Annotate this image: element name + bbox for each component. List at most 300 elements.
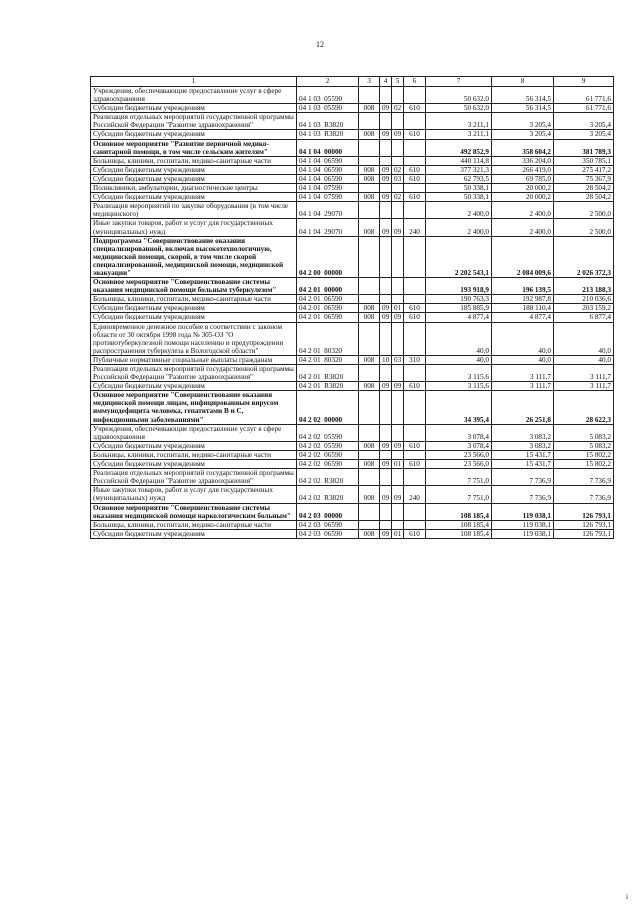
row-subsection-code: 03 <box>392 174 404 183</box>
row-name: Субсидии бюджетным учреждениям <box>91 441 297 450</box>
row-ministry-code <box>359 156 380 165</box>
row-code: 04 1 03 R3820 <box>297 113 359 130</box>
row-section-code <box>380 156 392 165</box>
row-name: Реализация мероприятий по закупке оборудования (в том числе медицинского) <box>91 202 297 219</box>
row-value-col7: 50 632,0 <box>426 87 492 104</box>
row-subsection-code: 09 <box>392 441 404 450</box>
row-subsection-code <box>392 184 404 193</box>
row-value-col9: 3 111,7 <box>554 365 614 382</box>
row-code: 04 2 00 00000 <box>297 236 359 277</box>
row-value-col8: 69 785,0 <box>492 174 554 183</box>
row-value-col7: 3 115,6 <box>426 365 492 382</box>
row-expense-type: 310 <box>404 355 426 364</box>
row-value-col9: 3 205,4 <box>554 130 614 139</box>
row-name: Единовременное денежное пособие в соответствии с законом области от 30 октября 1998 года № 305-ОЗ "О противотуберкулезной помощи населению и предупреждении распространения туберкулеза в Вологодской области" <box>91 322 297 355</box>
row-name: Основное мероприятие "Развитие первичной медико-санитарной помощи, в том числе сельским жителям" <box>91 139 297 156</box>
row-subsection-code <box>392 503 404 520</box>
row-value-col7: 7 751,0 <box>426 486 492 503</box>
row-value-col9: 2 026 372,3 <box>554 236 614 277</box>
row-section-code: 09 <box>380 174 392 183</box>
row-code: 04 1 04 06590 <box>297 165 359 174</box>
row-name: Учреждения, обеспечивающие предоставление услуг в сфере здравоохранения <box>91 87 297 104</box>
row-subsection-code <box>392 295 404 304</box>
row-value-col8: 3 111,7 <box>492 365 554 382</box>
row-ministry-code <box>359 184 380 193</box>
row-ministry-code: 008 <box>359 304 380 313</box>
row-expense-type: 610 <box>404 104 426 113</box>
row-value-col8: 3 205,4 <box>492 130 554 139</box>
row-name: Субсидии бюджетным учреждениям <box>91 529 297 538</box>
row-code: 04 2 02 R3820 <box>297 469 359 486</box>
row-section-code: 09 <box>380 104 392 113</box>
row-value-col7: 40,0 <box>426 322 492 355</box>
column-header: 6 <box>404 77 426 87</box>
row-value-col7: 3 078,4 <box>426 424 492 441</box>
column-header: 3 <box>359 77 380 87</box>
table-row <box>91 156 614 165</box>
row-name: Субсидии бюджетным учреждениям <box>91 130 297 139</box>
row-section-code <box>380 424 392 441</box>
row-value-col7: 440 114,8 <box>426 156 492 165</box>
row-ministry-code: 008 <box>359 441 380 450</box>
column-header: 1 <box>91 77 297 87</box>
row-name: Поликлиники, амбулатории, диагностические центры <box>91 184 297 193</box>
row-ministry-code: 008 <box>359 193 380 202</box>
row-code: 04 2 02 00000 <box>297 391 359 424</box>
table-row <box>91 219 614 236</box>
row-code: 04 2 01 R3820 <box>297 365 359 382</box>
row-value-col8: 3 083,2 <box>492 441 554 450</box>
row-ministry-code <box>359 202 380 219</box>
row-name: Основное мероприятие "Совершенствование оказания медицинской помощи лицам, инфицированным вирусом иммунодефицита человека, гепатитами В и С, инфекционными заболеваниями" <box>91 391 297 424</box>
row-expense-type: 610 <box>404 382 426 391</box>
row-value-col8: 7 736,9 <box>492 486 554 503</box>
row-value-col7: 2 400,0 <box>426 219 492 236</box>
row-section-code: 09 <box>380 165 392 174</box>
row-expense-type: 610 <box>404 304 426 313</box>
row-expense-type: 610 <box>404 313 426 322</box>
row-subsection-code <box>392 520 404 529</box>
row-subsection-code <box>392 391 404 424</box>
row-value-col9: 15 802,2 <box>554 460 614 469</box>
row-expense-type <box>404 139 426 156</box>
row-code: 04 2 01 06590 <box>297 295 359 304</box>
row-name: Субсидии бюджетным учреждениям <box>91 174 297 183</box>
table-row <box>91 469 614 486</box>
row-section-code: 09 <box>380 304 392 313</box>
row-expense-type <box>404 202 426 219</box>
table-row <box>91 139 614 156</box>
row-expense-type <box>404 184 426 193</box>
row-value-col8: 188 110,4 <box>492 304 554 313</box>
row-name: Основное мероприятие "Совершенствование системы оказания медицинской помощи наркологическим больным" <box>91 503 297 520</box>
row-code: 04 2 01 80320 <box>297 355 359 364</box>
row-value-col8: 3 205,4 <box>492 113 554 130</box>
table-row <box>91 202 614 219</box>
row-section-code: 09 <box>380 130 392 139</box>
table-row <box>91 236 614 277</box>
row-expense-type <box>404 469 426 486</box>
row-value-col9: 210 036,6 <box>554 295 614 304</box>
page-number: 12 <box>316 40 324 49</box>
row-value-col7: 2 400,0 <box>426 202 492 219</box>
row-value-col8: 2 400,0 <box>492 219 554 236</box>
row-value-col8: 7 736,9 <box>492 469 554 486</box>
row-name: Реализация отдельных мероприятий государственной программы Российской Федерации "Развитие здравоохранения" <box>91 469 297 486</box>
row-value-col7: 185 885,9 <box>426 304 492 313</box>
row-expense-type <box>404 156 426 165</box>
row-expense-type: 610 <box>404 460 426 469</box>
row-value-col8: 3 083,2 <box>492 424 554 441</box>
row-value-col7: 108 185,4 <box>426 529 492 538</box>
row-ministry-code <box>359 236 380 277</box>
row-value-col8: 15 431,7 <box>492 460 554 469</box>
row-expense-type <box>404 424 426 441</box>
row-expense-type <box>404 503 426 520</box>
row-section-code <box>380 365 392 382</box>
row-value-col9: 350 785,1 <box>554 156 614 165</box>
row-code: 04 2 01 80320 <box>297 322 359 355</box>
row-section-code <box>380 520 392 529</box>
row-subsection-code: 02 <box>392 104 404 113</box>
row-expense-type <box>404 520 426 529</box>
row-code: 04 2 01 06590 <box>297 304 359 313</box>
row-value-col9: 126 793,1 <box>554 529 614 538</box>
row-section-code: 09 <box>380 382 392 391</box>
row-value-col7: 50 338,1 <box>426 193 492 202</box>
table-row <box>91 113 614 130</box>
table-row <box>91 365 614 382</box>
row-subsection-code <box>392 202 404 219</box>
row-value-col8: 3 111,7 <box>492 382 554 391</box>
row-section-code <box>380 295 392 304</box>
row-code: 04 2 02 06590 <box>297 460 359 469</box>
table-row <box>91 520 614 529</box>
row-ministry-code <box>359 295 380 304</box>
row-value-col9: 3 205,4 <box>554 113 614 130</box>
row-value-col8: 56 314,5 <box>492 87 554 104</box>
row-expense-type <box>404 391 426 424</box>
row-ministry-code <box>359 278 380 295</box>
row-name: Больницы, клиники, госпитали, медико-санитарные части <box>91 156 297 165</box>
row-subsection-code: 09 <box>392 486 404 503</box>
row-subsection-code: 09 <box>392 313 404 322</box>
row-code: 04 2 02 05590 <box>297 441 359 450</box>
row-code: 04 2 02 05590 <box>297 424 359 441</box>
table-row <box>91 130 614 139</box>
row-ministry-code <box>359 469 380 486</box>
row-section-code <box>380 139 392 156</box>
row-value-col7: 7 751,0 <box>426 469 492 486</box>
row-section-code: 09 <box>380 486 392 503</box>
table-row <box>91 424 614 441</box>
row-value-col7: 3 115,6 <box>426 382 492 391</box>
table-row <box>91 295 614 304</box>
row-value-col8: 196 139,5 <box>492 278 554 295</box>
row-subsection-code: 09 <box>392 382 404 391</box>
table-row <box>91 322 614 355</box>
row-ministry-code: 008 <box>359 174 380 183</box>
row-ministry-code <box>359 322 380 355</box>
row-value-col8: 40,0 <box>492 322 554 355</box>
table-row <box>91 278 614 295</box>
column-header: 5 <box>392 77 404 87</box>
row-value-col9: 126 793,1 <box>554 520 614 529</box>
table-row <box>91 193 614 202</box>
corner-mark: i <box>626 893 628 901</box>
row-subsection-code: 01 <box>392 304 404 313</box>
row-value-col7: 62 793,5 <box>426 174 492 183</box>
table-row <box>91 87 614 104</box>
row-value-col7: 3 078,4 <box>426 441 492 450</box>
row-code: 04 2 03 06590 <box>297 529 359 538</box>
row-value-col7: 2 202 543,1 <box>426 236 492 277</box>
row-ministry-code: 008 <box>359 355 380 364</box>
row-ministry-code: 008 <box>359 313 380 322</box>
row-name: Субсидии бюджетным учреждениям <box>91 313 297 322</box>
row-value-col8: 119 038,1 <box>492 529 554 538</box>
row-subsection-code <box>392 113 404 130</box>
row-section-code <box>380 450 392 459</box>
row-name: Реализация отдельных мероприятий государственной программы Российской Федерации "Развитие здравоохранения" <box>91 113 297 130</box>
row-ministry-code: 008 <box>359 382 380 391</box>
row-code: 04 1 03 R3820 <box>297 130 359 139</box>
row-value-col7: 50 338,1 <box>426 184 492 193</box>
table-row <box>91 382 614 391</box>
row-subsection-code <box>392 156 404 165</box>
row-ministry-code: 008 <box>359 460 380 469</box>
row-section-code <box>380 391 392 424</box>
row-value-col7: 23 566,0 <box>426 450 492 459</box>
row-value-col8: 266 419,0 <box>492 165 554 174</box>
row-value-col8: 26 251,8 <box>492 391 554 424</box>
row-subsection-code: 03 <box>392 355 404 364</box>
row-subsection-code <box>392 365 404 382</box>
row-value-col8: 119 038,1 <box>492 520 554 529</box>
row-section-code: 09 <box>380 441 392 450</box>
row-subsection-code: 02 <box>392 193 404 202</box>
row-value-col9: 28 504,2 <box>554 193 614 202</box>
row-value-col9: 15 802,2 <box>554 450 614 459</box>
row-value-col7: 193 918,9 <box>426 278 492 295</box>
row-section-code: 09 <box>380 529 392 538</box>
row-value-col9: 7 736,9 <box>554 486 614 503</box>
row-code: 04 1 04 07590 <box>297 193 359 202</box>
row-name: Иные закупки товаров, работ и услуг для государственных (муниципальных) нужд <box>91 219 297 236</box>
row-code: 04 2 01 R3820 <box>297 382 359 391</box>
row-value-col9: 213 188,3 <box>554 278 614 295</box>
budget-table <box>90 76 614 539</box>
row-expense-type: 240 <box>404 486 426 503</box>
row-subsection-code <box>392 278 404 295</box>
row-code: 04 1 04 06590 <box>297 156 359 165</box>
row-ministry-code <box>359 139 380 156</box>
table-row <box>91 529 614 538</box>
row-expense-type: 610 <box>404 130 426 139</box>
row-section-code: 09 <box>380 460 392 469</box>
table-row <box>91 304 614 313</box>
row-value-col9: 6 877,4 <box>554 313 614 322</box>
row-code: 04 2 03 00000 <box>297 503 359 520</box>
row-section-code <box>380 322 392 355</box>
row-value-col9: 126 793,1 <box>554 503 614 520</box>
row-value-col7: 50 632,0 <box>426 104 492 113</box>
row-expense-type <box>404 87 426 104</box>
row-name: Субсидии бюджетным учреждениям <box>91 165 297 174</box>
row-section-code <box>380 113 392 130</box>
row-expense-type <box>404 236 426 277</box>
row-section-code <box>380 469 392 486</box>
row-section-code: 09 <box>380 219 392 236</box>
row-name: Основное мероприятие "Совершенствование системы оказания медицинской помощи больным туберкулезом" <box>91 278 297 295</box>
table-row <box>91 441 614 450</box>
row-value-col8: 56 314,5 <box>492 104 554 113</box>
row-expense-type <box>404 450 426 459</box>
row-value-col8: 2 400,0 <box>492 202 554 219</box>
row-subsection-code <box>392 424 404 441</box>
row-value-col8: 4 877,4 <box>492 313 554 322</box>
row-code: 04 2 01 06590 <box>297 313 359 322</box>
row-name: Субсидии бюджетным учреждениям <box>91 304 297 313</box>
row-name: Субсидии бюджетным учреждениям <box>91 382 297 391</box>
row-ministry-code: 008 <box>359 104 380 113</box>
column-header: 9 <box>554 77 614 87</box>
row-expense-type <box>404 113 426 130</box>
row-expense-type: 610 <box>404 174 426 183</box>
row-section-code: 10 <box>380 355 392 364</box>
row-value-col8: 192 987,8 <box>492 295 554 304</box>
row-value-col7: 40,0 <box>426 355 492 364</box>
row-section-code: 09 <box>380 193 392 202</box>
row-subsection-code <box>392 322 404 355</box>
row-value-col9: 75 367,9 <box>554 174 614 183</box>
row-value-col9: 5 083,2 <box>554 424 614 441</box>
table-row <box>91 391 614 424</box>
row-name: Учреждения, обеспечивающие предоставление услуг в сфере здравоохранения <box>91 424 297 441</box>
row-name: Иные закупки товаров, работ и услуг для государственных (муниципальных) нужд <box>91 486 297 503</box>
row-section-code <box>380 87 392 104</box>
row-ministry-code <box>359 520 380 529</box>
row-expense-type: 610 <box>404 441 426 450</box>
row-value-col7: 3 211,1 <box>426 113 492 130</box>
row-expense-type: 610 <box>404 529 426 538</box>
table-row <box>91 184 614 193</box>
row-section-code <box>380 236 392 277</box>
row-ministry-code: 008 <box>359 529 380 538</box>
row-ministry-code <box>359 87 380 104</box>
row-value-col9: 3 111,7 <box>554 382 614 391</box>
row-name: Больницы, клиники, госпитали, медико-санитарные части <box>91 520 297 529</box>
row-expense-type <box>404 295 426 304</box>
table-row <box>91 174 614 183</box>
table-row <box>91 450 614 459</box>
row-section-code <box>380 202 392 219</box>
table-row <box>91 503 614 520</box>
row-subsection-code: 02 <box>392 165 404 174</box>
row-subsection-code: 09 <box>392 219 404 236</box>
row-value-col7: 23 566,0 <box>426 460 492 469</box>
row-value-col7: 492 852,9 <box>426 139 492 156</box>
row-ministry-code: 008 <box>359 130 380 139</box>
row-name: Больницы, клиники, госпитали, медико-санитарные части <box>91 450 297 459</box>
row-value-col9: 2 500,0 <box>554 202 614 219</box>
row-value-col9: 28 622,3 <box>554 391 614 424</box>
row-expense-type <box>404 365 426 382</box>
row-code: 04 1 04 07590 <box>297 184 359 193</box>
row-subsection-code: 09 <box>392 130 404 139</box>
row-value-col8: 2 084 009,6 <box>492 236 554 277</box>
row-ministry-code <box>359 391 380 424</box>
row-value-col9: 40,0 <box>554 322 614 355</box>
row-value-col9: 61 771,6 <box>554 104 614 113</box>
table-row <box>91 165 614 174</box>
row-ministry-code <box>359 365 380 382</box>
row-value-col8: 20 000,2 <box>492 193 554 202</box>
row-value-col8: 358 604,2 <box>492 139 554 156</box>
row-name: Реализация отдельных мероприятий государственной программы Российской Федерации "Развитие здравоохранения" <box>91 365 297 382</box>
row-subsection-code <box>392 469 404 486</box>
table-row <box>91 313 614 322</box>
row-ministry-code: 008 <box>359 219 380 236</box>
row-ministry-code: 008 <box>359 165 380 174</box>
row-section-code: 09 <box>380 313 392 322</box>
row-name: Больницы, клиники, госпитали, медико-санитарные части <box>91 295 297 304</box>
row-value-col7: 377 321,3 <box>426 165 492 174</box>
row-value-col9: 40,0 <box>554 355 614 364</box>
row-code: 04 1 04 29070 <box>297 219 359 236</box>
row-value-col7: 108 185,4 <box>426 520 492 529</box>
row-code: 04 2 03 06590 <box>297 520 359 529</box>
row-subsection-code <box>392 236 404 277</box>
row-code: 04 1 04 00000 <box>297 139 359 156</box>
row-value-col8: 20 000,2 <box>492 184 554 193</box>
row-expense-type: 610 <box>404 193 426 202</box>
row-subsection-code <box>392 87 404 104</box>
row-expense-type <box>404 322 426 355</box>
row-name: Субсидии бюджетным учреждениям <box>91 460 297 469</box>
row-value-col7: 108 185,4 <box>426 503 492 520</box>
row-value-col7: 3 211,1 <box>426 130 492 139</box>
row-code: 04 2 02 06590 <box>297 450 359 459</box>
column-header: 7 <box>426 77 492 87</box>
row-name: Публичные нормативные социальные выплаты гражданам <box>91 355 297 364</box>
row-code: 04 2 02 R3820 <box>297 486 359 503</box>
row-subsection-code: 01 <box>392 529 404 538</box>
row-code: 04 1 04 06590 <box>297 174 359 183</box>
table-row <box>91 104 614 113</box>
row-section-code <box>380 184 392 193</box>
row-section-code <box>380 503 392 520</box>
row-subsection-code <box>392 450 404 459</box>
row-value-col8: 40,0 <box>492 355 554 364</box>
row-ministry-code <box>359 503 380 520</box>
row-name: Субсидии бюджетным учреждениям <box>91 193 297 202</box>
column-header: 4 <box>380 77 392 87</box>
row-ministry-code <box>359 424 380 441</box>
row-value-col7: 4 877,4 <box>426 313 492 322</box>
row-section-code <box>380 278 392 295</box>
row-value-col9: 381 789,3 <box>554 139 614 156</box>
row-expense-type <box>404 278 426 295</box>
row-value-col9: 5 083,2 <box>554 441 614 450</box>
row-code: 04 1 03 05590 <box>297 87 359 104</box>
row-expense-type: 240 <box>404 219 426 236</box>
row-code: 04 2 01 00000 <box>297 278 359 295</box>
row-name: Подпрограмма "Совершенствование оказания специализированной, включая высокотехнологичную, медицинской помощи, скорой, в том числе скорой специализированной, медицинской помощи, медицинской эвакуации" <box>91 236 297 277</box>
column-header: 8 <box>492 77 554 87</box>
row-value-col8: 336 204,0 <box>492 156 554 165</box>
row-ministry-code <box>359 450 380 459</box>
